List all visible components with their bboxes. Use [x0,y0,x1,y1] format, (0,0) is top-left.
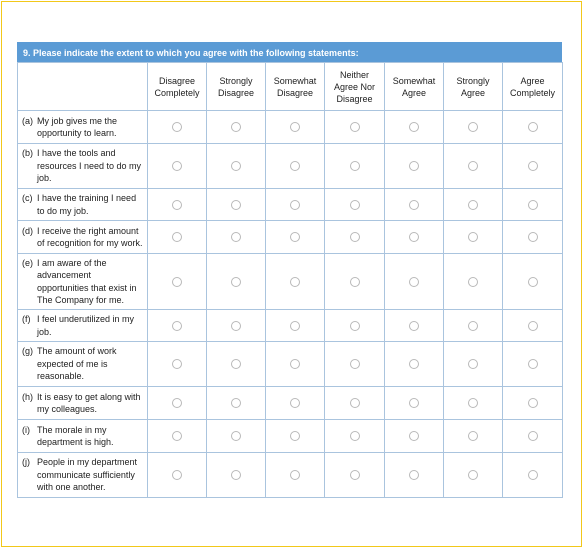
statement-code: (f) [22,314,31,324]
option-cell[interactable] [385,111,444,144]
option-cell[interactable] [325,310,385,342]
radio-button[interactable] [231,359,241,369]
option-cell[interactable] [444,189,503,221]
option-cell[interactable] [148,189,207,221]
radio-button[interactable] [350,277,360,287]
statement-text: The amount of work expected of me is reasonable. [37,346,117,382]
radio-button[interactable] [409,161,419,171]
statement-row [18,453,563,498]
radio-button[interactable] [528,470,538,480]
statement-cell [18,387,148,420]
column-header-3: Somewhat Disagree [266,63,325,111]
option-cell[interactable] [444,420,503,453]
column-header-6: Strongly Agree [444,63,503,111]
statement-text: I have the tools and resources I need to do my job. [37,148,142,184]
radio-button[interactable] [231,398,241,408]
statement-cell [18,420,148,453]
radio-button[interactable] [468,161,478,171]
column-header-7: Agree Completely [503,63,563,111]
radio-button[interactable] [231,277,241,287]
option-cell[interactable] [266,420,325,453]
option-cell[interactable] [148,111,207,144]
radio-button[interactable] [350,161,360,171]
option-cell[interactable] [385,144,444,189]
option-cell[interactable] [207,453,266,498]
radio-button[interactable] [528,122,538,132]
radio-button[interactable] [290,470,300,480]
option-cell[interactable] [207,189,266,221]
option-cell[interactable] [266,310,325,342]
option-cell[interactable] [266,254,325,310]
option-cell[interactable] [503,189,563,221]
radio-button[interactable] [528,398,538,408]
radio-button[interactable] [290,122,300,132]
survey-question [17,42,562,498]
statement-cell [18,221,148,254]
radio-button[interactable] [290,359,300,369]
radio-button[interactable] [468,277,478,287]
radio-button[interactable] [350,470,360,480]
statement-code: (i) [22,424,30,435]
radio-button[interactable] [409,398,419,408]
radio-button[interactable] [350,359,360,369]
likert-table [17,62,563,498]
radio-button[interactable] [290,277,300,287]
radio-button[interactable] [468,359,478,369]
option-cell[interactable] [207,111,266,144]
option-cell[interactable] [148,387,207,420]
statement-row [18,254,563,310]
option-cell[interactable] [444,342,503,387]
question-title: 9. Please indicate the extent to which you agree with the following statements: [17,42,562,62]
statement-text: I have the training I need to do my job. [37,193,137,216]
option-cell[interactable] [444,254,503,310]
statement-code: (j) [22,457,30,468]
statement-cell [18,453,148,498]
column-header-5: Somewhat Agree [385,63,444,111]
radio-button[interactable] [231,470,241,480]
option-cell[interactable] [503,111,563,144]
statement-code: (h) [22,391,33,402]
radio-button[interactable] [172,431,182,441]
radio-button[interactable] [468,398,478,408]
option-cell[interactable] [325,387,385,420]
radio-button[interactable] [231,200,241,210]
statement-code: (b) [22,148,33,159]
statement-text: I receive the right amount of recognition for my work. [37,225,143,248]
option-cell[interactable] [266,342,325,387]
option-cell[interactable] [444,310,503,342]
option-cell[interactable] [325,221,385,254]
option-cell[interactable] [444,221,503,254]
option-cell[interactable] [266,221,325,254]
statement-row [18,189,563,221]
radio-button[interactable] [172,122,182,132]
option-cell[interactable] [207,342,266,387]
radio-button[interactable] [172,161,182,171]
radio-button[interactable] [172,359,182,369]
option-cell[interactable] [325,420,385,453]
option-cell[interactable] [148,254,207,310]
radio-button[interactable] [468,122,478,132]
radio-button[interactable] [409,200,419,210]
statement-cell [18,111,148,144]
statement-cell [18,310,148,342]
option-cell[interactable] [325,144,385,189]
radio-button[interactable] [528,321,538,331]
statement-text: I am aware of the advancement opportunities that exist in The Company for me. [37,257,137,305]
option-cell[interactable] [207,387,266,420]
statement-text: It is easy to get along with my colleagues. [37,391,141,414]
radio-button[interactable] [409,431,419,441]
option-cell[interactable] [385,387,444,420]
option-cell[interactable] [207,420,266,453]
option-cell[interactable] [503,221,563,254]
option-cell[interactable] [503,453,563,498]
statement-row [18,111,563,144]
option-cell[interactable] [444,144,503,189]
option-cell[interactable] [503,254,563,310]
option-cell[interactable] [207,144,266,189]
radio-button[interactable] [350,398,360,408]
option-cell[interactable] [266,111,325,144]
radio-button[interactable] [468,232,478,242]
column-header-1: Disagree Completely [148,63,207,111]
statement-cell [18,144,148,189]
radio-button[interactable] [290,232,300,242]
option-cell[interactable] [385,310,444,342]
statement-text: The morale in my department is high. [37,424,114,447]
option-cell[interactable] [207,221,266,254]
statement-text: People in my department communicate sufficiently with one another. [37,457,138,493]
statement-cell [18,342,148,387]
option-cell[interactable] [148,453,207,498]
radio-button[interactable] [231,431,241,441]
option-cell[interactable] [503,310,563,342]
option-cell[interactable] [325,453,385,498]
statement-row [18,342,563,387]
radio-button[interactable] [409,232,419,242]
option-cell[interactable] [266,453,325,498]
column-header-row [18,63,563,111]
radio-button[interactable] [172,232,182,242]
radio-button[interactable] [290,321,300,331]
option-cell[interactable] [385,254,444,310]
option-cell[interactable] [503,342,563,387]
statement-row [18,144,563,189]
radio-button[interactable] [528,359,538,369]
option-cell[interactable] [385,420,444,453]
radio-button[interactable] [468,321,478,331]
radio-button[interactable] [231,232,241,242]
radio-button[interactable] [290,161,300,171]
radio-button[interactable] [409,122,419,132]
column-header-4: Neither Agree Nor Disagree [325,63,385,111]
statement-code: (g) [22,346,33,357]
radio-button[interactable] [172,277,182,287]
radio-button[interactable] [409,277,419,287]
statement-row [18,310,563,342]
radio-button[interactable] [172,321,182,331]
option-cell[interactable] [207,310,266,342]
radio-button[interactable] [468,431,478,441]
option-cell[interactable] [266,387,325,420]
header-blank-cell [18,63,148,111]
radio-button[interactable] [290,200,300,210]
option-cell[interactable] [266,144,325,189]
option-cell[interactable] [148,420,207,453]
radio-button[interactable] [528,161,538,171]
option-cell[interactable] [385,221,444,254]
option-cell[interactable] [207,254,266,310]
statement-code: (e) [22,257,33,268]
radio-button[interactable] [468,470,478,480]
radio-button[interactable] [409,321,419,331]
radio-button[interactable] [350,232,360,242]
option-cell[interactable] [385,189,444,221]
statement-text: I feel underutilized in my job. [37,314,135,337]
radio-button[interactable] [350,321,360,331]
statement-cell [18,189,148,221]
statement-code: (d) [22,225,33,236]
column-header-2: Strongly Disagree [207,63,266,111]
radio-button[interactable] [409,359,419,369]
option-cell[interactable] [503,387,563,420]
option-cell[interactable] [385,342,444,387]
radio-button[interactable] [231,122,241,132]
radio-button[interactable] [350,122,360,132]
statement-code: (a) [22,115,33,126]
radio-button[interactable] [528,200,538,210]
radio-button[interactable] [528,232,538,242]
radio-button[interactable] [172,470,182,480]
radio-button[interactable] [468,200,478,210]
radio-button[interactable] [231,321,241,331]
option-cell[interactable] [503,420,563,453]
option-cell[interactable] [325,254,385,310]
radio-button[interactable] [350,431,360,441]
radio-button[interactable] [409,470,419,480]
option-cell[interactable] [444,453,503,498]
statement-text: My job gives me the opportunity to learn. [37,115,118,138]
statement-cell [18,254,148,310]
option-cell[interactable] [148,342,207,387]
statement-row [18,387,563,420]
option-cell[interactable] [266,189,325,221]
radio-button[interactable] [172,398,182,408]
option-cell[interactable] [385,453,444,498]
option-cell[interactable] [503,144,563,189]
option-cell[interactable] [148,144,207,189]
option-cell[interactable] [148,310,207,342]
radio-button[interactable] [350,200,360,210]
option-cell[interactable] [444,111,503,144]
statement-row [18,420,563,453]
option-cell[interactable] [325,189,385,221]
option-cell[interactable] [325,342,385,387]
option-cell[interactable] [148,221,207,254]
radio-button[interactable] [528,431,538,441]
statement-code: (c) [22,193,33,203]
option-cell[interactable] [325,111,385,144]
radio-button[interactable] [172,200,182,210]
statement-row [18,221,563,254]
radio-button[interactable] [528,277,538,287]
radio-button[interactable] [290,398,300,408]
radio-button[interactable] [290,431,300,441]
option-cell[interactable] [444,387,503,420]
radio-button[interactable] [231,161,241,171]
